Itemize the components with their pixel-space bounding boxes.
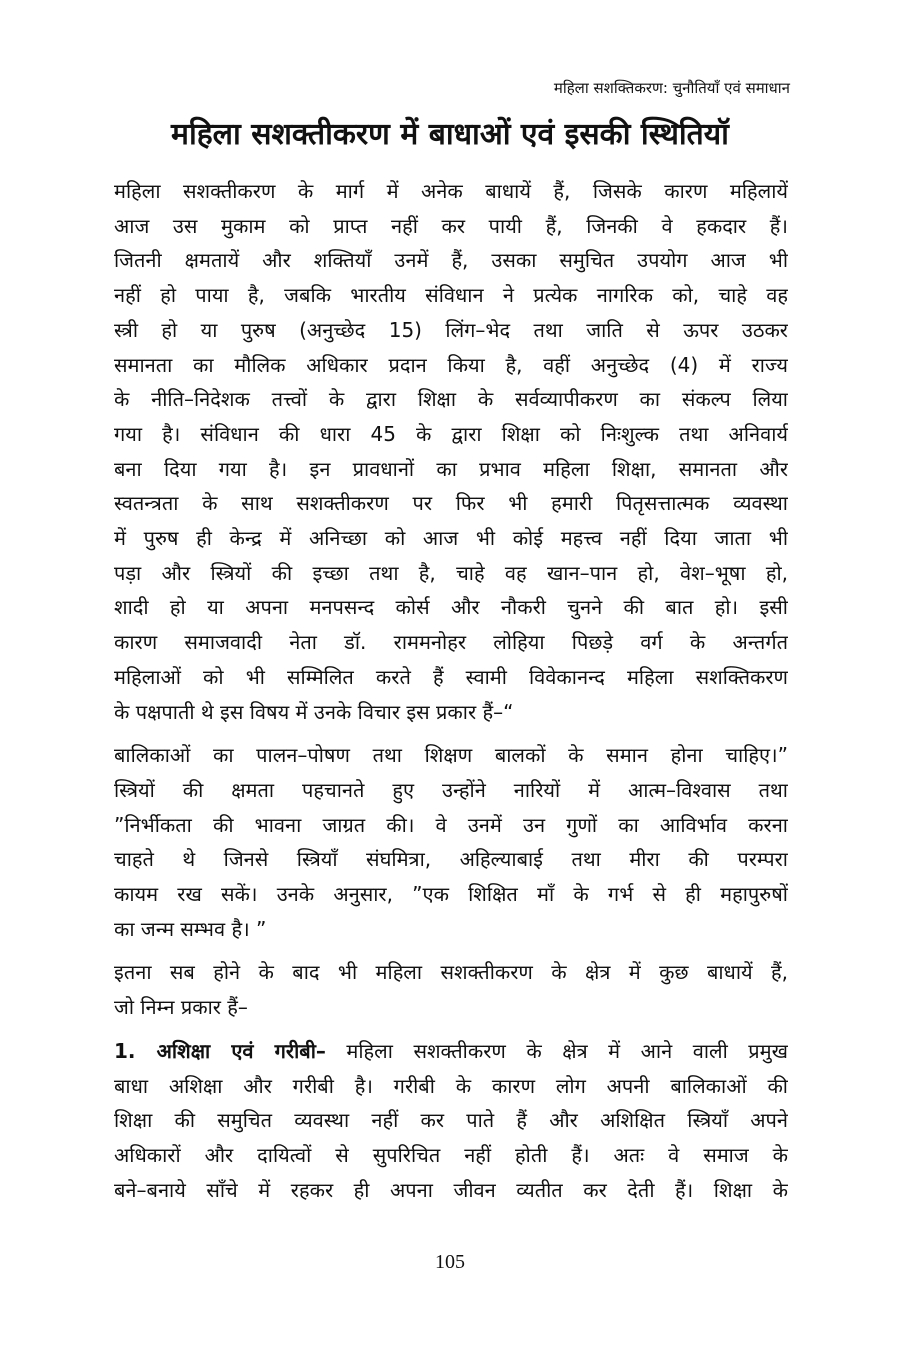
- text-line: इतना सब होने के बाद भी महिला सशक्तीकरण के क्षेत्र में कुछ बाधायें हैं,: [114, 960, 788, 985]
- text-line: के नीति–निदेशक तत्त्वों के द्वारा शिक्षा के सर्वव्यापीकरण का संकल्प लिया: [114, 387, 788, 412]
- text-line: शादी हो या अपना मनपसन्द कोर्स और नौकरी चुनने की बात हो। इसी: [114, 595, 788, 620]
- paragraph-3: [114, 955, 788, 1024]
- text-line: अधिकारों और दायित्वों से सुपरिचित नहीं होती हैं। अतः वे समाज के: [114, 1142, 788, 1167]
- text-line: बना दिया गया है। इन प्रावधानों का प्रभाव महिला शिक्षा, समानता और: [114, 456, 788, 481]
- text-line: बाधा अशिक्षा और गरीबी है। गरीबी के कारण लोग अपनी बालिकाओं की: [114, 1073, 788, 1098]
- paragraph-2: [114, 738, 788, 946]
- text-line: शिक्षा की समुचित व्यवस्था नहीं कर पाते हैं और अशिक्षित स्त्रियाँ अपने: [114, 1108, 788, 1133]
- paragraph-1: [114, 174, 788, 729]
- text-line: गया है। संविधान की धारा 45 के द्वारा शिक्षा को निःशुल्क तथा अनिवार्य: [114, 421, 788, 446]
- text-line: जो निम्न प्रकार हैं–: [114, 995, 248, 1020]
- text-line: स्वतन्त्रता के साथ सशक्तीकरण पर फिर भी हमारी पितृसत्तात्मक व्यवस्था: [114, 491, 788, 516]
- page-title: महिला सशक्तीकरण में बाधाओं एवं इसकी स्थितियॉ: [171, 117, 729, 152]
- section-heading: 1. अशिक्षा एवं गरीबी–: [114, 1038, 326, 1063]
- section-first-line-text: महिला सशक्तीकरण के क्षेत्र में आने वाली प्रमुख: [325, 1038, 788, 1063]
- text-line: नहीं हो पाया है, जबकि भारतीय संविधान ने प्रत्येक नागरिक को, चाहे वह: [114, 283, 788, 308]
- text-line: स्त्रियों की क्षमता पहचानते हुए उन्होंने नारियों में आत्म–विश्वास तथा: [114, 777, 788, 802]
- text-line: जितनी क्षमतायें और शक्तियाँ उनमें हैं, उसका समुचित उपयोग आज भी: [114, 248, 788, 273]
- running-header: महिला सशक्तिकरण: चुनौतियाँ एवं समाधान: [553, 79, 790, 97]
- text-line: चाहते थे जिनसे स्त्रियाँ संघमित्रा, अहिल्याबाई तथा मीरा की परम्परा: [114, 847, 788, 872]
- text-line: समानता का मौलिक अधिकार प्रदान किया है, वहीं अनुच्छेद (4) में राज्य: [114, 352, 788, 377]
- text-line: महिलाओं को भी सम्मिलित करते हैं स्वामी विवेकानन्द महिला सशक्तिकरण: [114, 664, 788, 689]
- section-first-line: [114, 1034, 788, 1069]
- page-number: 105: [435, 1251, 465, 1273]
- text-line: के पक्षपाती थे इस विषय में उनके विचार इस प्रकार हैं–“: [114, 699, 514, 724]
- text-line: में पुरुष ही केन्द्र में अनिच्छा को आज भी कोई महत्त्व नहीं दिया जाता भी: [114, 526, 788, 551]
- text-line: कायम रख सकें। उनके अनुसार, ”एक शिक्षित माँ के गर्भ से ही महापुरुषों: [114, 882, 788, 907]
- text-line: पड़ा और स्त्रियों की इच्छा तथा है, चाहे वह खान–पान हो, वेश–भूषा हो,: [114, 560, 788, 585]
- text-line: कारण समाजवादी नेता डॉ. राममनोहर लोहिया पिछड़े वर्ग के अन्तर्गत: [114, 630, 788, 655]
- text-line: आज उस मुकाम को प्राप्त नहीं कर पायी हैं, जिनकी वे हकदार हैं।: [114, 213, 788, 238]
- text-line: स्त्री हो या पुरुष (अनुच्छेद 15) लिंग–भेद तथा जाति से ऊपर उठकर: [114, 317, 788, 342]
- text-line: बालिकाओं का पालन–पोषण तथा शिक्षण बालकों के समान होना चाहिए।”: [114, 743, 788, 768]
- body-text: [114, 174, 788, 1216]
- section-illiteracy-poverty: [114, 1034, 788, 1208]
- text-line: बने–बनाये साँचे में रहकर ही अपना जीवन व्यतीत कर देती हैं। शिक्षा के: [114, 1177, 788, 1202]
- text-line: का जन्म सम्भव है। ”: [114, 916, 267, 941]
- text-line: महिला सशक्तीकरण के मार्ग में अनेक बाधायें हैं, जिसके कारण महिलायें: [114, 179, 788, 203]
- text-line: ”निर्भीकता की भावना जाग्रत की। वे उनमें उन गुणों का आविर्भाव करना: [114, 812, 788, 837]
